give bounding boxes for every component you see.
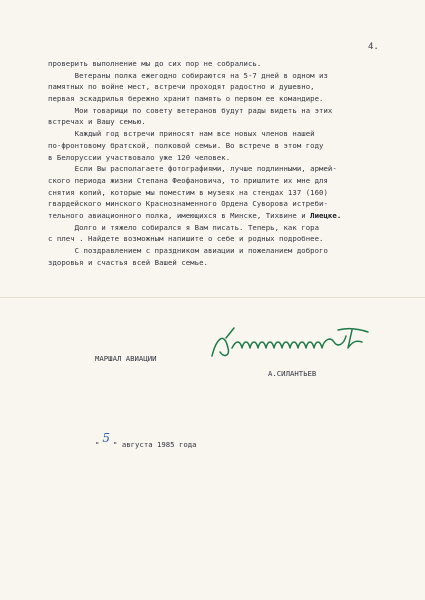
body-line: по-фронтовому братской, полковой семьи. Во встрече в этом году: [48, 140, 324, 150]
body-line: с плеч . Найдете возможным напишите о себе и родных подробнее.: [48, 234, 324, 244]
page-number: 4.: [368, 42, 379, 52]
handwritten-signature-icon: [206, 318, 376, 366]
letter-date: [95, 431, 197, 450]
body-line: ского периода жизни Степана Феофановича, то пришлите их мне для: [48, 175, 328, 185]
date-open-quote: ": [95, 440, 100, 449]
date-month-year: августа 1985 года: [121, 440, 197, 449]
body-line: снятия копий, которые мы поместим в музеях на стендах 137 (160): [48, 187, 328, 197]
body-line: С поздравлением с праздником авиации и пожеланием доброго: [48, 246, 328, 255]
letter-body: [48, 58, 398, 268]
body-line: Долго и тяжело собирался я Вам писать. Теперь, как гора: [48, 222, 320, 232]
body-line: гвардейского минского Краснознаменного Ордена Суворова истреби-: [48, 199, 328, 209]
body-line: Ветераны полка ежегодно собираются на 5-7 дней в одном из: [48, 70, 328, 80]
body-line-with-bold-tail: [48, 210, 398, 222]
paper-fold: [0, 297, 425, 298]
body-line: Каждый год встречи приносят нам все новых членов нашей: [48, 129, 315, 139]
body-line: Мои товарищи по совету ветеранов будут рады видеть на этих: [48, 105, 333, 115]
bold-city-name: Лиецке.: [310, 210, 342, 220]
body-line: первая эскадрилья бережно хранит память о первом ее командире.: [48, 94, 324, 104]
body-line: в Белоруссии участвовало уже 120 человек.: [48, 152, 231, 162]
signer-title: МАРШАЛ АВИАЦИИ: [95, 354, 157, 363]
body-line: памятных по войне мест, встречи проходят радостно и душевно,: [48, 82, 315, 92]
body-line: Если Вы располагаете фотографиями, лучше подлинными, армей-: [48, 164, 337, 174]
body-line: проверить выполнение мы до сих пор не собрались.: [48, 59, 262, 68]
date-close-quote: ": [113, 440, 118, 449]
signer-name: А.СИЛАНТЬЕВ: [268, 369, 317, 378]
body-line-text: тельного авиационного полка, имеющихся в Минске, Тихвине и: [48, 210, 311, 220]
body-line: здоровья и счастья всей Вашей семье.: [48, 257, 208, 267]
handwritten-day: 5: [102, 431, 111, 445]
body-line: встречах и Вашу семью.: [48, 117, 146, 127]
